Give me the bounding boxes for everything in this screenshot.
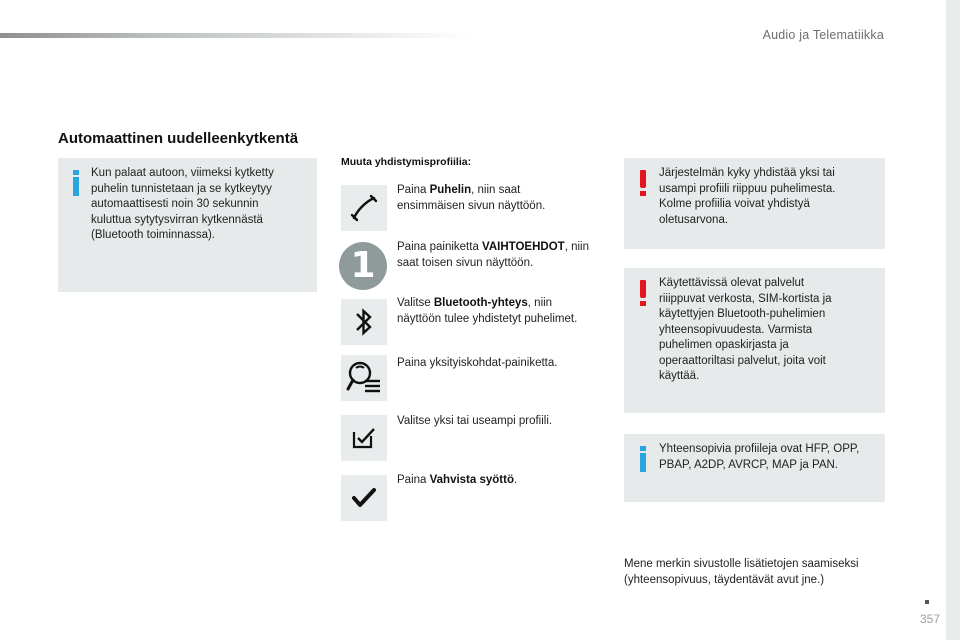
section-title: Automaattinen uudelleenkytkentä bbox=[58, 130, 299, 147]
warning-box-profiles bbox=[624, 158, 885, 249]
text-line: Kun palaat autoon, viimeksi kytketty bbox=[91, 167, 274, 179]
step-number-badge: 1 bbox=[339, 242, 387, 290]
step-icon-checkbox bbox=[341, 415, 387, 461]
warning-icon bbox=[640, 170, 646, 196]
text-line: usampi profiili riippuu puhelimesta. bbox=[659, 182, 836, 195]
bluetooth-icon bbox=[351, 305, 377, 339]
text-line: riiippuvat verkosta, SIM-kortista ja bbox=[659, 292, 832, 305]
info-box-text bbox=[659, 442, 883, 473]
text-line: (Bluetooth toiminnassa). bbox=[91, 229, 216, 241]
step-icon-phone bbox=[341, 185, 387, 231]
info-box-text bbox=[91, 166, 313, 244]
step-1-text: Paina Puhelin, niin saat ensimmäisen sivun näyttöön. bbox=[397, 184, 546, 212]
text-line: Järjestelmän kyky yhdistää yksi tai bbox=[659, 167, 835, 179]
warning-box-text bbox=[659, 276, 881, 385]
info-icon bbox=[640, 446, 646, 472]
text-line: automaattisesti noin 30 sekunnin bbox=[91, 198, 259, 210]
warning-icon bbox=[640, 280, 646, 306]
text-line: kuluttua sytytysvirran kytkennästä bbox=[91, 213, 263, 226]
details-search-icon bbox=[345, 359, 383, 397]
text-line: Kolme profiilia voivat yhdistyä bbox=[659, 198, 810, 210]
header-gradient-bar bbox=[0, 33, 470, 38]
step-icon-checkmark bbox=[341, 475, 387, 521]
step-6-text: Paina Vahvista syöttö. bbox=[397, 474, 518, 486]
text-line: käytettyjen Bluetooth-puhelimien bbox=[659, 308, 826, 320]
step-5-text: Valitse yksi tai useampi profiili. bbox=[397, 415, 553, 427]
page-edge-strip bbox=[946, 0, 960, 640]
footer-note bbox=[624, 557, 894, 588]
text-line: Mene merkin sivustolle lisätietojen saamiseksi bbox=[624, 558, 859, 570]
checkbox-icon bbox=[351, 426, 377, 450]
page-marker-dot bbox=[925, 600, 929, 604]
info-box-compatible-profiles bbox=[624, 434, 885, 502]
text-line: puhelimen opaskirjasta ja bbox=[659, 339, 789, 351]
steps-heading: Muuta yhdistymisprofiilia: bbox=[341, 156, 472, 168]
step-icon-details bbox=[341, 355, 387, 401]
step-4-text: Paina yksityiskohdat-painiketta. bbox=[397, 357, 558, 369]
step-3-text: Valitse Bluetooth-yhteys, niin näyttöön tulee yhdistetyt puhelimet. bbox=[397, 297, 578, 325]
text-line: Yhteensopivia profiileja ovat HFP, OPP, bbox=[659, 443, 860, 455]
text-line: puhelin tunnistetaan ja se kytkeytyy bbox=[91, 182, 272, 195]
text-line: PBAP, A2DP, AVRCP, MAP ja PAN. bbox=[659, 458, 838, 471]
text-line: Käytettävissä olevat palvelut bbox=[659, 277, 805, 289]
warning-box-text bbox=[659, 166, 881, 228]
step-2-text: Paina painiketta VAIHTOEHDOT, niin saat toisen sivun näyttöön. bbox=[397, 241, 589, 269]
text-line: oletusarvona. bbox=[659, 213, 729, 226]
checkmark-icon bbox=[351, 487, 377, 509]
text-line: yhteensopivuudesta. Varmista bbox=[659, 323, 813, 336]
warning-box-services bbox=[624, 268, 885, 413]
info-icon bbox=[73, 170, 79, 196]
page-number: 357 bbox=[919, 612, 940, 626]
text-line: käyttää. bbox=[659, 370, 700, 382]
text-line: operaattoriltasi palvelut, joita voit bbox=[659, 354, 826, 367]
info-box-reconnect bbox=[58, 158, 317, 292]
step-icon-bluetooth bbox=[341, 299, 387, 345]
text-line: (yhteensopivuus, täydentävät avut jne.) bbox=[624, 573, 825, 586]
header-title: Audio ja Telematiikka bbox=[762, 28, 884, 42]
phone-handset-icon bbox=[349, 193, 379, 223]
